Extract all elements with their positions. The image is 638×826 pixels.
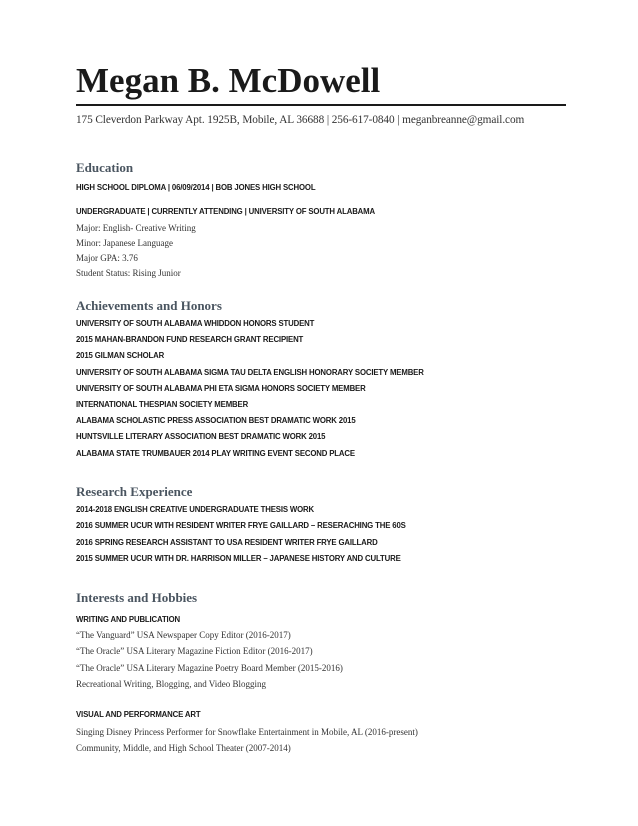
writing-item: “The Oracle” USA Literary Magazine Fiction Editor (2016-2017) [76,646,313,657]
achievements-title: Achievements and Honors [76,298,222,313]
contact-line: 175 Cleverdon Parkway Apt. 1925B, Mobile, AL 36688 | 256-617-0840 | meganbreanne@gmail.com [76,114,525,126]
interests-title: Interests and Hobbies [76,589,198,605]
achievement-item: ALABAMA STATE TRUMBAUER 2014 PLAY WRITING EVENT SECOND PLACE [76,448,355,458]
achievement-item: HUNTSVILLE LITERARY ASSOCIATION BEST DRAMATIC WORK 2015 [76,432,326,442]
research-item: 2016 SPRING RESEARCH ASSISTANT TO USA RESIDENT WRITER FRYE GAILLARD [76,537,378,547]
header-divider [76,104,566,106]
visual-list [76,724,564,757]
resume-name: Megan B. McDowell [76,61,381,100]
detail-minor: Minor: Japanese Language [76,238,173,248]
achievement-item: UNIVERSITY OF SOUTH ALABAMA PHI ETA SIGMA HONORS SOCIETY MEMBER [76,383,366,393]
research-item: 2014-2018 ENGLISH CREATIVE UNDERGRADUATE THESIS WORK [76,504,314,514]
detail-major: Major: English- Creative Writing [76,223,196,233]
research-item: 2016 SUMMER UCUR WITH RESIDENT WRITER FRYE GAILLARD – RESERACHING THE 60S [76,521,406,531]
research-item: 2015 SUMMER UCUR WITH DR. HARRISON MILLER – JAPANESE HISTORY AND CULTURE [76,554,401,564]
achievements-list [76,316,564,462]
undergrad-entry: UNDERGRADUATE | CURRENTLY ATTENDING | UNIVERSITY OF SOUTH ALABAMA [76,207,375,216]
achievement-item: INTERNATIONAL THESPIAN SOCIETY MEMBER [76,400,249,410]
detail-status: Student Status: Rising Junior [76,268,181,278]
achievement-item: ALABAMA SCHOLASTIC PRESS ASSOCIATION BEST DRAMATIC WORK 2015 [76,416,356,426]
achievement-item: 2015 MAHAN-BRANDON FUND RESEARCH GRANT RECIPIENT [76,335,304,345]
education-details [76,221,564,281]
writing-item: “The Vanguard” USA Newspaper Copy Editor (2016-2017) [76,629,291,640]
interests-section [76,590,564,757]
achievement-item: 2015 GILMAN SCHOLAR [76,351,165,361]
education-section [76,160,564,281]
achievement-item: UNIVERSITY OF SOUTH ALABAMA WHIDDON HONORS STUDENT [76,319,315,328]
resume-page [76,60,564,757]
achievements-section [76,298,564,462]
writing-item: “The Oracle” USA Literary Magazine Poetry Board Member (2015-2016) [76,662,343,673]
research-title: Research Experience [76,483,193,499]
writing-publication-head: WRITING AND PUBLICATION [76,614,180,624]
visual-performance-head: VISUAL AND PERFORMANCE ART [76,709,201,719]
education-title: Education [76,160,134,175]
achievement-item: UNIVERSITY OF SOUTH ALABAMA SIGMA TAU DELTA ENGLISH HONORARY SOCIETY MEMBER [76,367,424,377]
visual-item: Singing Disney Princess Performer for Snowflake Entertainment in Mobile, AL (2016-present) [76,726,418,737]
detail-gpa: Major GPA: 3.76 [76,253,138,263]
research-list [76,502,564,568]
visual-item: Community, Middle, and High School Theater (2007-2014) [76,743,291,754]
high-school-entry: HIGH SCHOOL DIPLOMA | 06/09/2014 | BOB JONES HIGH SCHOOL [76,183,316,192]
writing-item: Recreational Writing, Blogging, and Video Blogging [76,679,266,690]
research-section [76,484,564,568]
writing-list [76,627,564,693]
